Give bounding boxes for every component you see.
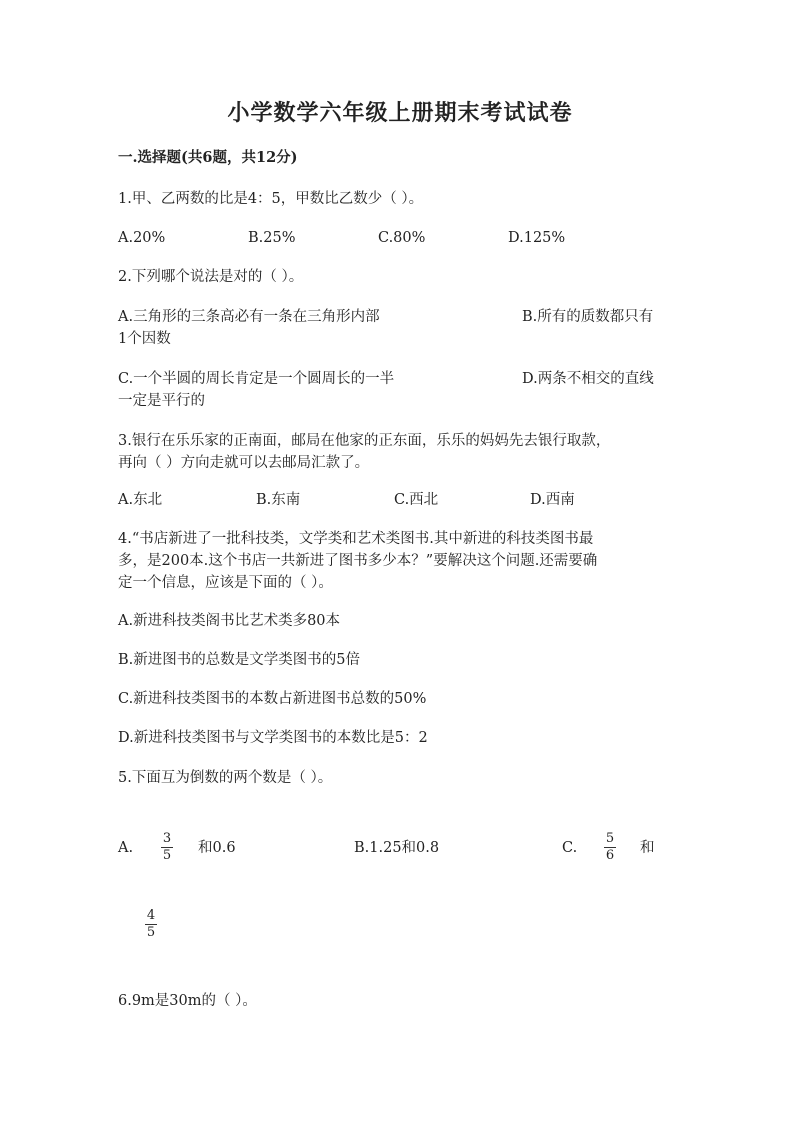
- q5-option-a-fraction: [159, 832, 175, 863]
- section-heading: 一.选择题(共6题，共12分): [118, 149, 298, 166]
- q4-stem-line2: 多，是200本.这个书店一共新进了图书多少本？”要解决这个问题.还需要确: [118, 553, 598, 569]
- q2-option-a: A.三角形的三条高必有一条在三角形内部: [118, 309, 380, 325]
- fraction-numerator: 3: [162, 831, 172, 846]
- q4-stem-line3: 定一个信息，应该是下面的（ ）。: [118, 575, 333, 591]
- q5-option-c-label: C.: [562, 840, 578, 856]
- q5-option-c-tail: 和: [640, 840, 655, 856]
- q2-option-d-continued: 一定是平行的: [118, 393, 205, 409]
- q4-option-d: D.新进科技类图书与文学类图书的本数比是5：2: [118, 730, 428, 746]
- q5-option-a-label: A.: [118, 840, 134, 856]
- q5-option-b: B.1.25和0.8: [354, 840, 440, 856]
- fraction-denominator: 5: [162, 848, 172, 863]
- q5-stem: 5.下面互为倒数的两个数是（ ）。: [118, 770, 333, 786]
- q1-stem: 1.甲、乙两数的比是4：5，甲数比乙数少（ ）。: [118, 191, 424, 207]
- q2-option-b-continued: 1个因数: [118, 331, 171, 347]
- q3-option-a: A.东北: [118, 492, 163, 508]
- fraction-numerator: 4: [146, 908, 156, 923]
- q3-option-b: B.东南: [256, 492, 301, 508]
- page-title: 小学数学六年级上册期末考试试卷: [227, 100, 573, 126]
- q3-stem-line1: 3.银行在乐乐家的正南面，邮局在他家的正东面，乐乐的妈妈先去银行取款，: [118, 433, 611, 449]
- q2-option-b: B.所有的质数都只有: [522, 309, 654, 325]
- q4-stem-line1: 4.“书店新进了一批科技类，文学类和艺术类图书.其中新进的科技类图书最: [118, 531, 594, 547]
- q3-option-c: C.西北: [394, 492, 439, 508]
- q1-option-c: C.80%: [378, 230, 426, 246]
- q1-option-a: A.20%: [118, 230, 166, 246]
- q2-stem: 2.下列哪个说法是对的（ ）。: [118, 269, 304, 285]
- fraction-denominator: 6: [605, 848, 615, 863]
- q5-option-c-fraction: [602, 832, 618, 863]
- q3-option-d: D.西南: [530, 492, 575, 508]
- q4-option-c: C.新进科技类图书的本数占新进图书总数的50%: [118, 691, 427, 707]
- q4-option-b: B.新进图书的总数是文学类图书的5倍: [118, 652, 360, 668]
- q6-stem: 6.9m是30m的（ ）。: [118, 993, 257, 1009]
- q5-option-c-second-fraction: [143, 909, 159, 940]
- q5-option-a-tail: 和0.6: [198, 840, 236, 856]
- q1-option-d: D.125%: [508, 230, 566, 246]
- fraction-numerator: 5: [605, 831, 615, 846]
- q1-option-b: B.25%: [248, 230, 296, 246]
- q2-option-d: D.两条不相交的直线: [522, 371, 654, 387]
- fraction-denominator: 5: [146, 925, 156, 940]
- q2-option-c: C.一个半圆的周长肯定是一个圆周长的一半: [118, 371, 395, 387]
- q3-stem-line2: 再向（ ）方向走就可以去邮局汇款了。: [118, 455, 370, 471]
- q4-option-a: A.新进科技类阁书比艺术类多80本: [118, 613, 341, 629]
